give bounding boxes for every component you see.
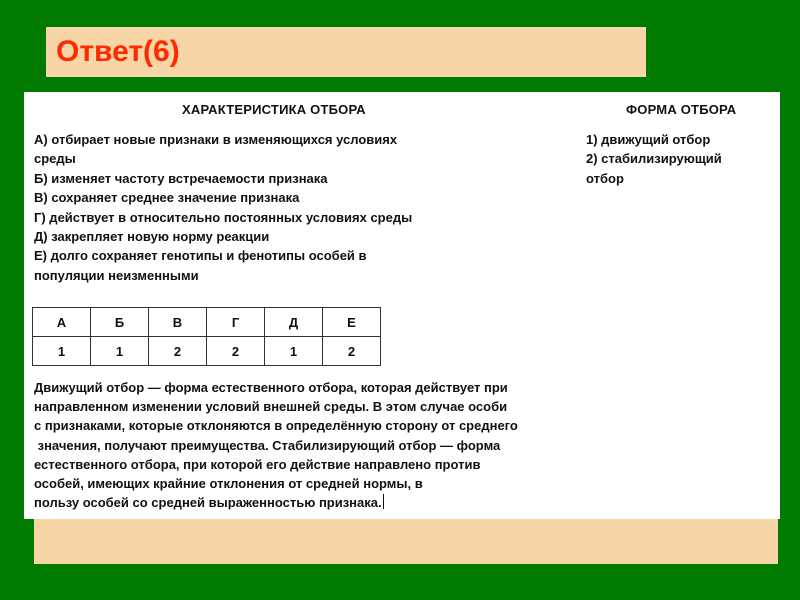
- text-cursor: [383, 494, 384, 509]
- characteristic-line: среды: [34, 151, 76, 167]
- explanation-last-line-wrap: [34, 493, 774, 512]
- answer-table: [32, 307, 381, 366]
- characteristic-line: популяции неизменными: [34, 267, 199, 283]
- characteristic-line: В) сохраняет среднее значение признака: [34, 190, 300, 206]
- characteristic-line: Б) изменяет частоту встречаемости признака: [34, 170, 328, 186]
- form-line: 1) движущий отбор: [586, 132, 711, 147]
- bottom-band: [34, 516, 778, 564]
- explanation-line: естественного отбора, при которой его действие направлено против: [34, 456, 481, 472]
- explanation-line: пользу особей со средней выраженностью признака.: [34, 495, 382, 511]
- answer-letters-row: [33, 308, 381, 337]
- explanation-line: значения, получают преимущества. Стабилизирующий отбор — форма: [34, 437, 501, 453]
- slide-title-bar: [46, 27, 646, 77]
- explanation-line: Движущий отбор — форма естественного отбора, которая действует при: [34, 380, 508, 395]
- answer-value-cell: 1: [33, 337, 91, 366]
- answer-letter-cell: Д: [265, 308, 323, 337]
- form-line: отбор: [586, 170, 624, 186]
- answer-letter-cell: В: [149, 308, 207, 337]
- answer-value-cell: 1: [265, 337, 323, 366]
- characteristic-line: Е) долго сохраняет генотипы и фенотипы особей в: [34, 248, 367, 264]
- answer-letter-cell: Е: [323, 308, 381, 337]
- characteristic-line: Д) закрепляет новую норму реакции: [34, 229, 270, 245]
- answer-letter-cell: А: [33, 308, 91, 337]
- answer-value-cell: 1: [91, 337, 149, 366]
- answer-values-row: [33, 337, 381, 366]
- task-card: [24, 92, 780, 519]
- explanation-line: с признаками, которые отклоняются в определённую сторону от среднего: [34, 418, 518, 434]
- characteristics-list: [34, 130, 579, 285]
- answer-value-cell: 2: [149, 337, 207, 366]
- explanation-line: направленном изменении условий внешней среды. В этом случае особи: [34, 399, 508, 415]
- answer-value-cell: 2: [323, 337, 381, 366]
- explanation-line: особей, имеющих крайние отклонения от средней нормы, в: [34, 476, 423, 492]
- characteristic-line: А) отбирает новые признаки в изменяющихся условиях: [34, 132, 398, 147]
- answer-letter-cell: Г: [207, 308, 265, 337]
- form-line: 2) стабилизирующий: [586, 151, 722, 167]
- forms-header: ФОРМА ОТБОРА: [626, 102, 737, 117]
- characteristics-header: ХАРАКТЕРИСТИКА ОТБОРА: [182, 102, 366, 117]
- answer-value-cell: 2: [207, 337, 265, 366]
- answer-letter-cell: Б: [91, 308, 149, 337]
- explanation-text: [34, 378, 774, 512]
- slide-title: Ответ(6): [56, 35, 180, 68]
- characteristic-line: Г) действует в относительно постоянных условиях среды: [34, 209, 413, 225]
- forms-list: [586, 130, 776, 188]
